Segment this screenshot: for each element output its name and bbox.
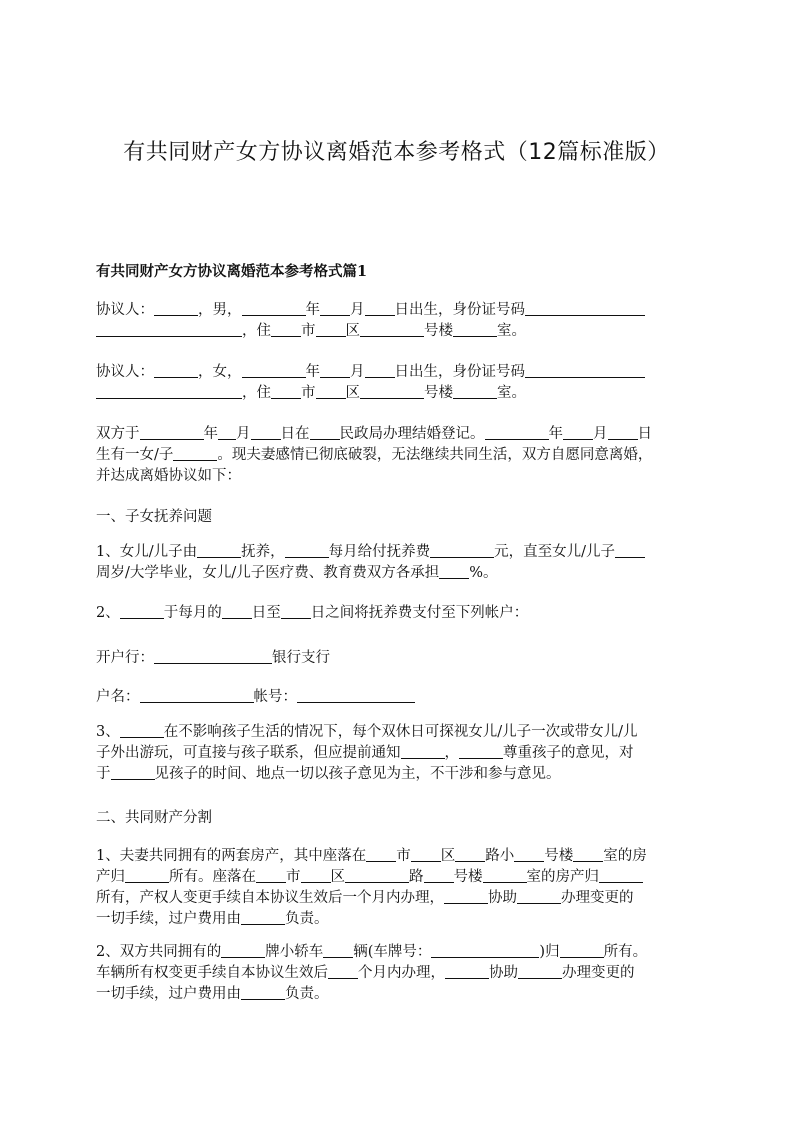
text-line: 产归 所有。座落在 市 区 路 号楼 室的房产归 [96,867,706,888]
property-clause-1 [96,846,706,930]
blank-field [525,363,645,378]
blank-field [320,363,350,378]
blank-field [154,363,198,378]
blank-field [140,425,204,440]
blank-field [271,322,301,337]
account-line [96,687,706,708]
text-line: 3、 在不影响孩子生活的情况下，每个双休日可探视女儿/儿子一次或带女儿/儿 [96,724,638,740]
text-line: 1、夫妻共同拥有的两套房产，其中座落在 市 区 路小 号楼 室的房 [96,848,647,864]
blank-field [431,943,539,958]
text-line: ，住 市 区 号楼 室。 [96,321,706,342]
blank-field [316,384,346,399]
text-line: 并达成离婚协议如下： [96,468,241,484]
blank-field [256,868,286,883]
blank-field [360,322,424,337]
clause-2-paragraph [96,603,706,624]
blank-field [328,964,358,979]
blank-field [514,847,544,862]
text-line: 协议人： ，女， 年 月 日出生，身份证号码 [96,362,706,383]
heading-property-division: 二、共同财产分割 [96,810,212,826]
blank-field [345,868,409,883]
text-line: 子外出游玩，可直接与孩子联系，但应提前通知 ， 尊重孩子的意见，对 [96,745,634,761]
text-line: 开户行： 银行支行 [96,650,330,666]
blank-field [242,363,306,378]
blank-field [316,322,346,337]
blank-field [310,425,340,440]
blank-field [241,985,285,1000]
text-line: 所有，产权人变更手续自本协议生效后一个月内办理， 协助 办理变更的 [96,890,634,906]
blank-field [221,943,265,958]
blank-field [125,868,169,883]
clause-3-paragraph [96,722,706,785]
blank-field [563,425,593,440]
blank-field [360,384,424,399]
blank-field [608,425,638,440]
bank-line [96,648,706,669]
blank-field [251,425,281,440]
blank-field [120,604,164,619]
text-line: 2、 于每月的 日至 日之间将抚养费支付至下列帐户： [96,605,529,621]
blank-field [525,301,645,316]
clause-1-paragraph [96,542,706,584]
blank-field [366,847,396,862]
heading-child-custody: 一、子女抚养问题 [96,509,212,525]
blank-field [518,964,562,979]
blank-field [154,649,272,664]
blank-field [599,868,643,883]
text-line: 一切手续，过户费用由 负责。 [96,986,329,1002]
blank-field [615,543,645,558]
blank-field [444,889,488,904]
text-line: ，住 市 区 号楼 室。 [96,383,706,404]
blank-field [297,688,415,703]
blank-field [401,744,445,759]
blank-field [222,604,252,619]
blank-field [281,604,311,619]
section-title: 有共同财产女方协议离婚范本参考格式篇1 [96,263,368,280]
text-line: 户名： 帐号： [96,687,706,708]
text-line: 双方于 年 月 日在 民政局办理结婚登记。 年 月 日 [96,426,652,442]
blank-field [140,688,254,703]
text-line: 于 见孩子的时间、地点一切以孩子意见为主，不干涉和参与意见。 [96,766,561,782]
blank-field [173,446,217,461]
blank-field [218,425,236,440]
blank-field [453,384,497,399]
blank-field [197,543,241,558]
blank-field [455,847,485,862]
blank-field [430,543,494,558]
text-line: 周岁/大学毕业，女儿/儿子医疗费、教育费双方各承担 %。 [96,565,498,581]
blank-field [96,322,242,337]
text-line: 一切手续，过户费用由 负责。 [96,911,329,927]
blank-field [485,425,549,440]
blank-field [439,564,469,579]
blank-field [96,384,242,399]
text-line: 车辆所有权变更手续自本协议生效后 个月内办理， 协助 办理变更的 [96,965,635,981]
blank-field [517,889,561,904]
text-line: 生有一女/子 。现夫妻感情已彻底破裂，无法继续共同生活，双方自愿同意离婚， [96,447,653,463]
blank-field [111,765,155,780]
blank-field [424,868,454,883]
party-2-paragraph [96,362,706,404]
blank-field [301,868,331,883]
marriage-paragraph [96,424,706,487]
text-line: 1、女儿/儿子由 抚养， 每月给付抚养费 元，直至女儿/儿子 [96,542,706,563]
blank-field [120,723,164,738]
blank-field [560,943,604,958]
property-clause-2 [96,942,706,1005]
blank-field [573,847,603,862]
blank-field [411,847,441,862]
blank-field [285,543,329,558]
blank-field [320,301,350,316]
blank-field [483,868,527,883]
blank-field [323,943,353,958]
blank-field [241,910,285,925]
blank-field [453,322,497,337]
blank-field [365,301,395,316]
text-line: 协议人： ，男， 年 月 日出生，身份证号码 [96,300,706,321]
blank-field [459,744,503,759]
blank-field [365,363,395,378]
blank-field [154,301,198,316]
document-title: 有共同财产女方协议离婚范本参考格式（12篇标准版） [123,140,670,165]
blank-field [271,384,301,399]
text-line: 2、双方共同拥有的 牌小轿车 辆(车牌号： )归 所有。 [96,944,648,960]
blank-field [445,964,489,979]
party-1-paragraph [96,300,706,342]
blank-field [242,301,306,316]
